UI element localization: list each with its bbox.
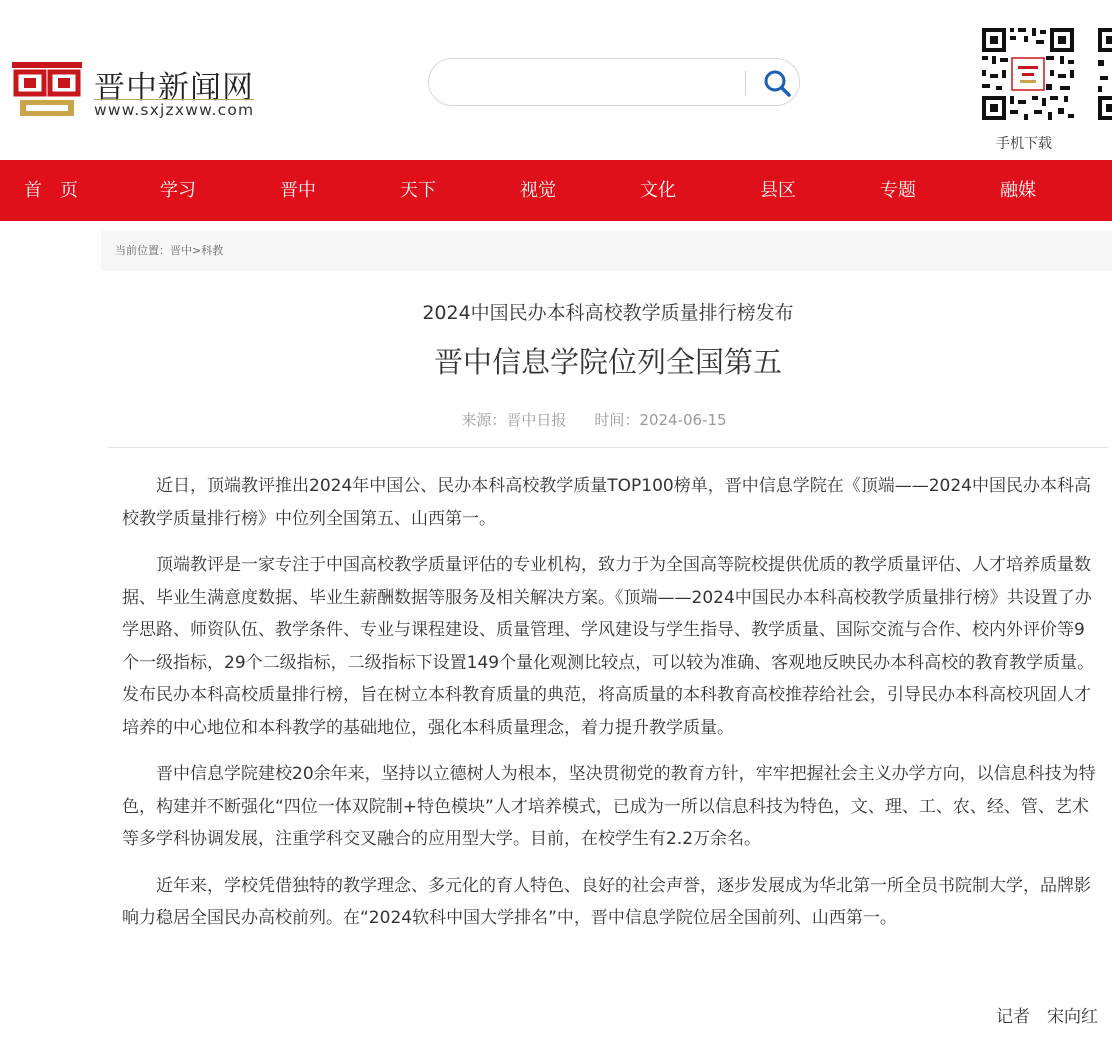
article-paragraph: 晋中信息学院建校20余年来，坚持以立德树人为根本，坚决贯彻党的教育方针，牢牢把握社会主义办学方向，以信息科技为特色，构建并不断强化“四位一体双院制+特色模块”人才培养模式，已成为一所以信息科技为特色，文、理、工、农、经、管、艺术等多学科协调发展，注重学科交叉融合的应用型大学。目前，在校学生有2.2万余名。 — [122, 764, 1096, 849]
article-paragraph: 近日，顶端教评推出2024年中国公、民办本科高校教学质量TOP100榜单，晋中信息学院在《顶端——2024中国民办本科高校教学质量排行榜》中位列全国第五、山西第一。 — [122, 476, 1091, 529]
article-subtitle: 2024中国民办本科高校教学质量排行榜发布 — [422, 302, 794, 324]
breadcrumb — [101, 231, 1112, 271]
breadcrumb-link-science-education[interactable]: 科教 — [201, 244, 224, 257]
search-divider — [745, 71, 746, 95]
article-source: 来源：晋中日报 — [461, 411, 567, 429]
nav-item-jinzhong[interactable]: 晋中 — [280, 180, 316, 201]
nav-item-study[interactable]: 学习 — [160, 180, 196, 201]
site-logo[interactable] — [10, 58, 280, 124]
nav-item-topics[interactable]: 专题 — [880, 180, 916, 201]
search-icon[interactable] — [761, 67, 793, 99]
search-box — [428, 58, 800, 106]
article-paragraph: 顶端教评是一家专注于中国高校教学质量评估的专业机构，致力于为全国高等院校提供优质的教学质量评估、人才培养质量数据、毕业生满意度数据、毕业生薪酬数据等服务及相关解决方案。《顶端——2024中国民办本科高校教学质量排行榜》共设置了办学思路、师资队伍、教学条件、专业与课程建设、质量管理、学风建设与学生指导、教学质量、国际交流与合作、校内外评价等9个一级指标，29个二级指标，二级指标下设置149个量化观测比较点，可以较为准确、客观地反映民办本科高校的教育教学质量。发布民办本科高校质量排行榜，旨在树立本科教育质量的典范，将高质量的本科教育高校推荐给社会，引导民办本科高校巩固人才培养的中心地位和本科教学的基础地位，强化本科质量理念，着力提升教学质量。 — [122, 555, 1095, 738]
nav-item-culture[interactable]: 文化 — [640, 180, 676, 201]
breadcrumb-separator: > — [192, 244, 202, 257]
article-time: 时间：2024-06-15 — [594, 411, 727, 429]
nav-item-visual[interactable]: 视觉 — [520, 180, 556, 201]
article-body — [122, 470, 1098, 949]
qr-label-app-download: 手机下载 — [996, 136, 1052, 152]
site-name: 晋中新闻网 — [94, 70, 254, 106]
search-input[interactable] — [449, 69, 743, 97]
logo-emblem-icon — [10, 58, 84, 120]
article-meta — [0, 409, 1112, 430]
nav-item-world[interactable]: 天下 — [400, 180, 436, 201]
nav-item-counties[interactable]: 县区 — [760, 180, 796, 201]
main-nav — [0, 160, 1112, 221]
nav-item-media[interactable]: 融媒 — [1000, 180, 1036, 201]
breadcrumb-prefix: 当前位置： — [115, 244, 170, 257]
site-header — [0, 0, 1112, 160]
article-paragraph: 近年来，学校凭借独特的教学理念、多元化的育人特色、良好的社会声誉，逐步发展成为华北第一所全员书院制大学，品牌影响力稳居全国民办高校前列。在“2024软科中国大学排名”中，晋中信息学院位居全国前列、山西第一。 — [122, 875, 1091, 928]
article-title: 晋中信息学院位列全国第五 — [433, 345, 782, 379]
nav-item-home[interactable]: 首 页 — [24, 180, 78, 201]
breadcrumb-link-jinzhong[interactable]: 晋中 — [170, 244, 192, 257]
qr-code-secondary-icon[interactable] — [1096, 26, 1112, 122]
qr-code-download-icon[interactable] — [980, 26, 1076, 122]
article-author: 记者 宋向红 — [996, 1007, 1098, 1027]
title-divider — [108, 447, 1108, 448]
site-url: www.sxjzxww.com — [94, 101, 255, 119]
